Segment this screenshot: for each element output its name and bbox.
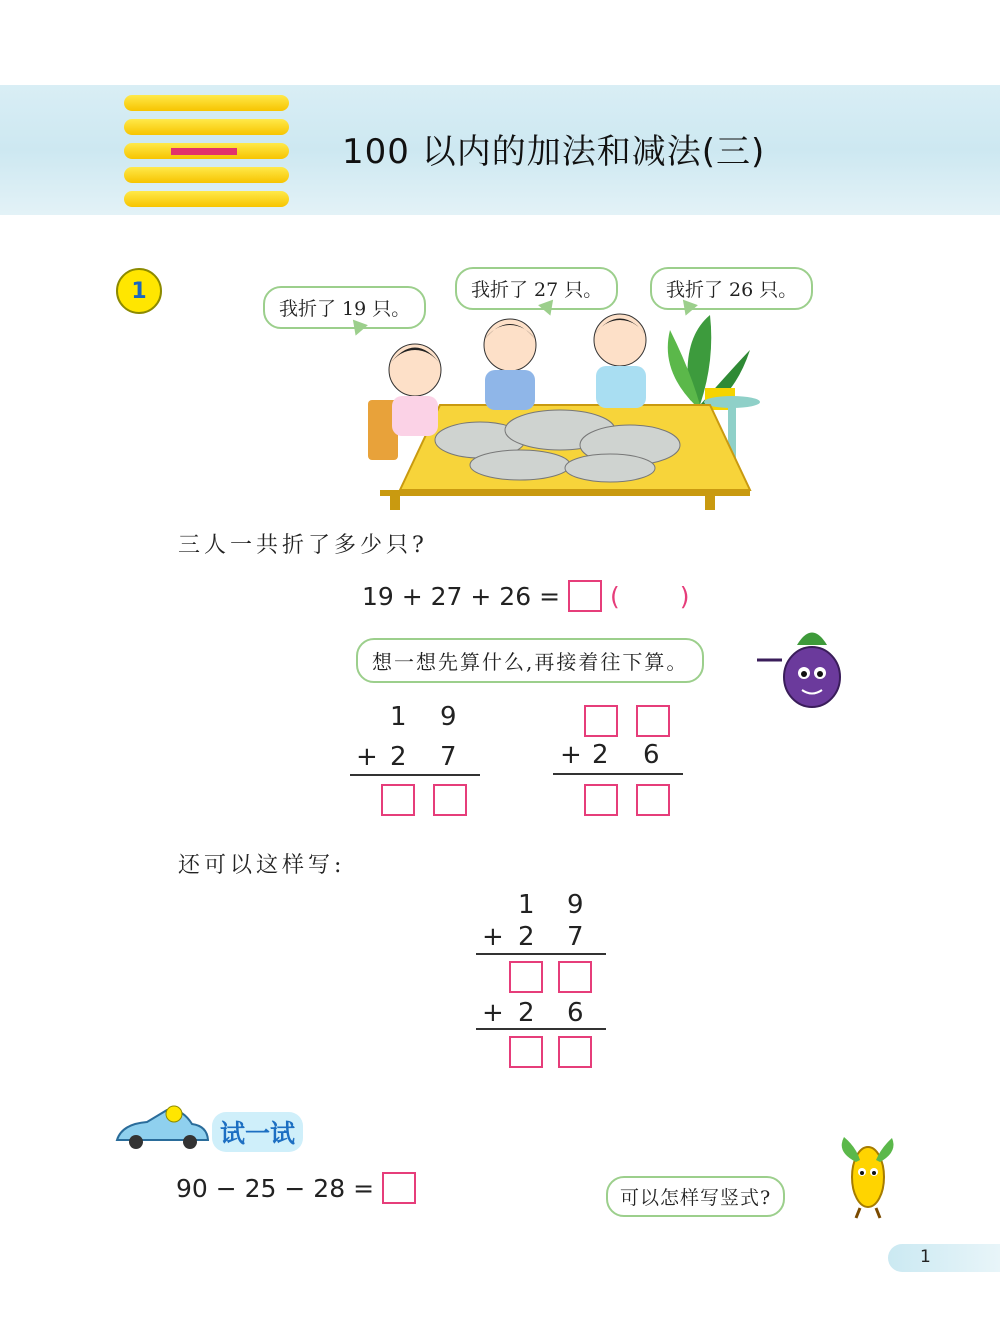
answer-box-tens[interactable]: [381, 784, 415, 816]
digit: 6: [643, 740, 660, 770]
alternative-method-text: 还可以这样写:: [178, 853, 346, 878]
girl-right-icon: [594, 314, 646, 408]
partial-sum-box-ones[interactable]: [558, 961, 592, 993]
answer-box-ones[interactable]: [636, 784, 670, 816]
digit: 7: [567, 922, 584, 952]
digit: 7: [440, 742, 457, 772]
chapter-number-mark: [171, 148, 237, 155]
think-bubble: 想一想先算什么,再接着往下算。: [356, 638, 704, 683]
digit: 1: [390, 702, 407, 732]
carry-box-tens[interactable]: [584, 705, 618, 737]
chapter-stripes: [124, 93, 289, 211]
girl-middle-icon: [484, 319, 536, 410]
subtraction-equation: [176, 1172, 416, 1204]
digit: 2: [390, 742, 407, 772]
sum-line: [350, 774, 480, 776]
digit: 1: [518, 890, 535, 920]
digit: 2: [592, 740, 609, 770]
answer-box-tens[interactable]: [509, 1036, 543, 1068]
speech-bubble-girl-3: 我折了 26 只。: [650, 267, 813, 310]
girl-left-icon: [389, 344, 441, 436]
addition-equation: [362, 580, 690, 612]
answer-box[interactable]: [382, 1172, 416, 1204]
digit: 2: [518, 922, 535, 952]
partial-sum-box-tens[interactable]: [509, 961, 543, 993]
unit-paren-close: ): [679, 581, 690, 611]
digit: 9: [567, 890, 584, 920]
plus-sign: +: [482, 922, 504, 952]
car-mascot-icon: [112, 1102, 212, 1152]
children-folding-paper-illustration: [360, 310, 760, 510]
plus-sign: +: [560, 740, 582, 770]
answer-box-ones[interactable]: [558, 1036, 592, 1068]
example-number-badge: 1: [116, 268, 162, 314]
sum-line: [476, 953, 606, 955]
page-number-tab: [888, 1244, 1000, 1272]
digit: 9: [440, 702, 457, 732]
plus-sign: +: [482, 998, 504, 1028]
sum-line: [553, 773, 683, 775]
speech-bubble-girl-2: 我折了 27 只。: [455, 267, 618, 310]
answer-box-tens[interactable]: [584, 784, 618, 816]
sum-line: [476, 1028, 606, 1030]
unit-paren-open: (: [610, 581, 620, 611]
equation-expression: 19 + 27 + 26 =: [362, 581, 561, 611]
equation-expression: 90 − 25 − 28 =: [176, 1173, 375, 1203]
eggplant-mascot-icon: [752, 615, 862, 715]
page-number: 1: [920, 1247, 931, 1267]
answer-box[interactable]: [568, 580, 602, 612]
digit: 6: [567, 998, 584, 1028]
question-text: 三人一共折了多少只?: [178, 533, 428, 558]
hint-bubble: 可以怎样写竖式?: [606, 1176, 785, 1217]
page-title: 100 以内的加法和减法(三): [342, 132, 766, 172]
corn-mascot-icon: [826, 1132, 906, 1222]
digit: 2: [518, 998, 535, 1028]
carry-box-ones[interactable]: [636, 705, 670, 737]
answer-box-ones[interactable]: [433, 784, 467, 816]
plus-sign: +: [356, 742, 378, 772]
try-it-label: 试一试: [212, 1112, 303, 1152]
speech-bubble-girl-1: 我折了 19 只。: [263, 286, 426, 329]
